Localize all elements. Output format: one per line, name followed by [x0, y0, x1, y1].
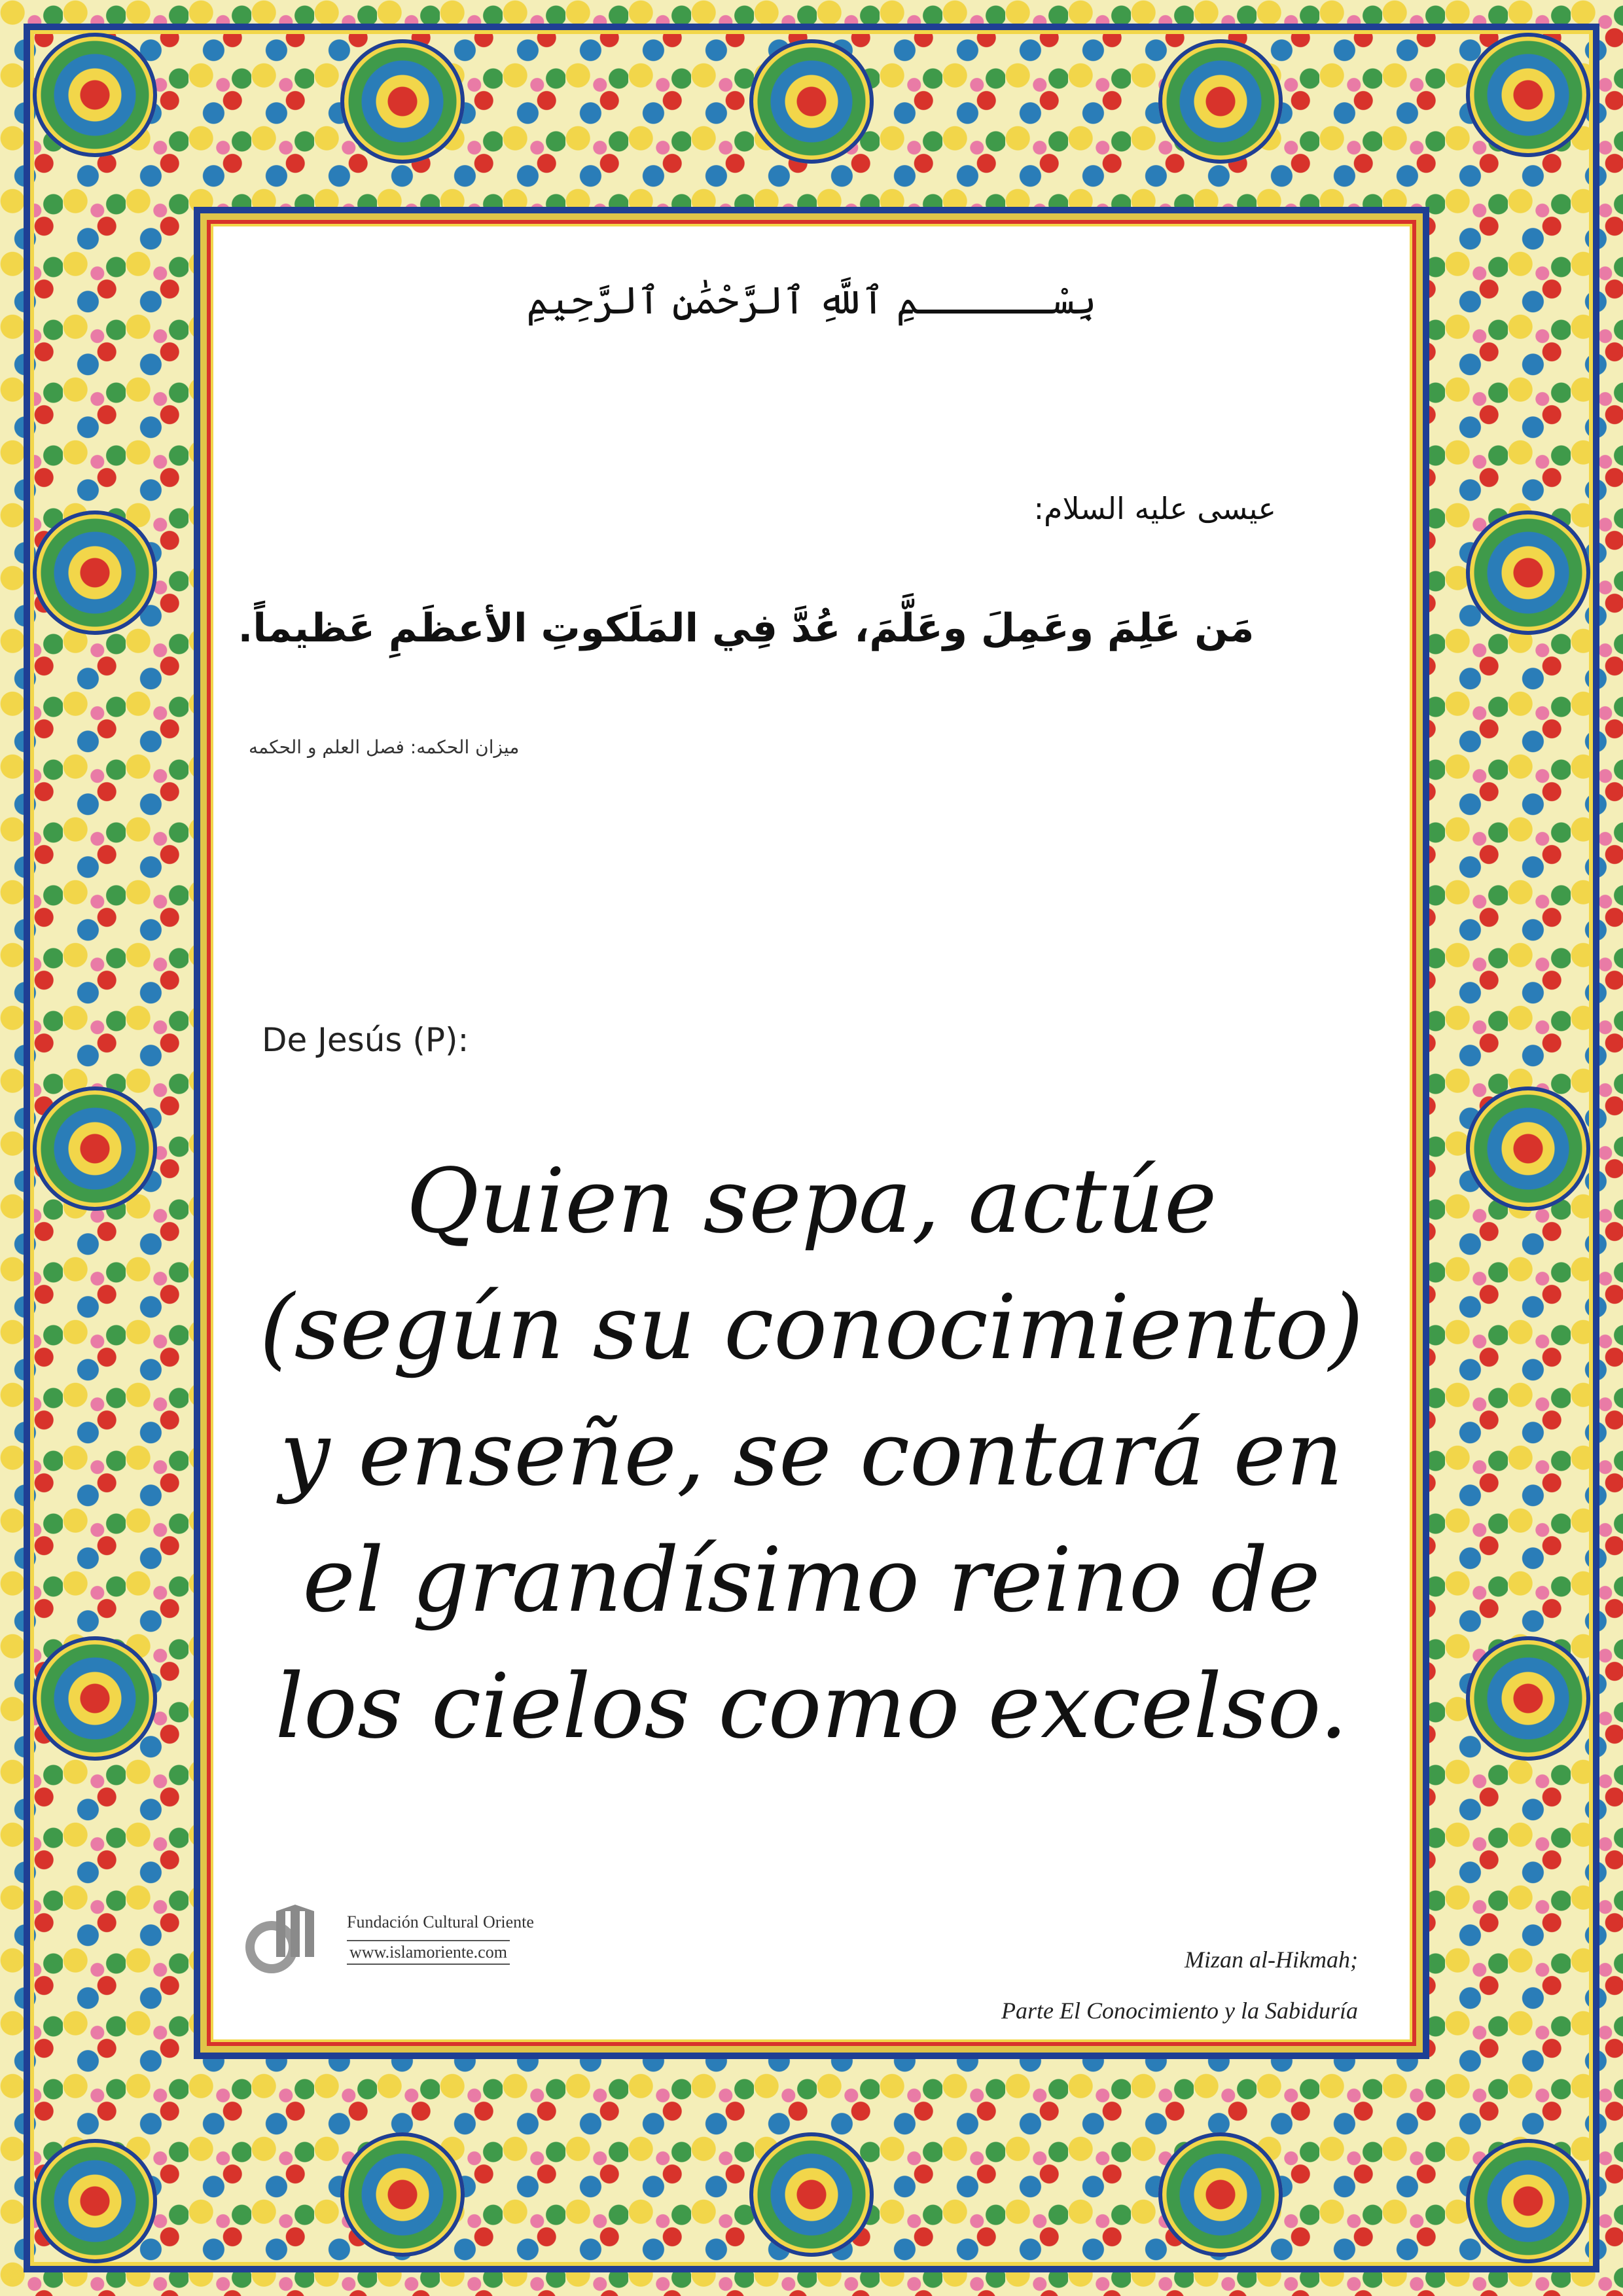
arabic-source: ميزان الحكمه: فصل العلم و الحكمه — [249, 736, 520, 758]
frame-medallion-bottom-right — [1466, 2139, 1590, 2263]
publisher-url[interactable]: www.islamoriente.com — [347, 1940, 510, 1965]
frame-medallion-left-1 — [33, 511, 157, 635]
frame-medallion-bottom-1 — [340, 2132, 465, 2257]
spanish-attribution: De Jesús (P): — [262, 1021, 469, 1059]
quote-line: y enseñe, se contará en — [279, 1403, 1344, 1506]
quote-line: los cielos como excelso. — [275, 1655, 1348, 1759]
publisher-logo — [236, 1905, 563, 1977]
spanish-source — [1001, 1934, 1358, 2036]
spanish-source-line-2: Parte El Conocimiento y la Sabiduría — [1001, 1998, 1358, 2024]
arabic-hadith: مَن عَلِمَ وعَمِلَ وعَلَّمَ، عُدَّ فِي المَلَكوتِ الأعظَمِ عَظيماً. — [238, 605, 1255, 651]
frame-medallion-left-3 — [33, 1636, 157, 1761]
quote-line: el grandísimo reino de — [302, 1529, 1321, 1632]
frame-medallion-bottom-2 — [749, 2132, 874, 2257]
page-content — [216, 229, 1407, 2037]
frame-medallion-top-2 — [749, 39, 874, 164]
frame-medallion-top-3 — [1158, 39, 1283, 164]
publisher-logo-icon — [236, 1905, 340, 1977]
frame-medallion-left-2 — [33, 1086, 157, 1211]
frame-medallion-bottom-3 — [1158, 2132, 1283, 2257]
frame-medallion-right-1 — [1466, 511, 1590, 635]
frame-medallion-top-1 — [340, 39, 465, 164]
frame-medallion-bottom-left — [33, 2139, 157, 2263]
publisher-name: Fundación Cultural Oriente — [347, 1912, 534, 1931]
frame-medallion-top-right — [1466, 33, 1590, 157]
quote-line: (según su conocimiento) — [259, 1276, 1364, 1380]
spanish-source-line-1: Mizan al-Hikmah; — [1185, 1946, 1358, 1973]
frame-medallion-right-2 — [1466, 1086, 1590, 1211]
frame-medallion-right-3 — [1466, 1636, 1590, 1761]
frame-medallion-top-left — [33, 33, 157, 157]
quote-line: Quien sepa, actúe — [406, 1150, 1217, 1253]
basmala-heading: بِسْــــــمِ ٱللَّهِ ٱلرَّحْمَٰنِ ٱلرَّحِيمِ — [526, 278, 1097, 323]
arabic-attribution: عيسى عليه السلام: — [1033, 491, 1276, 526]
spanish-quote — [216, 1139, 1407, 1770]
